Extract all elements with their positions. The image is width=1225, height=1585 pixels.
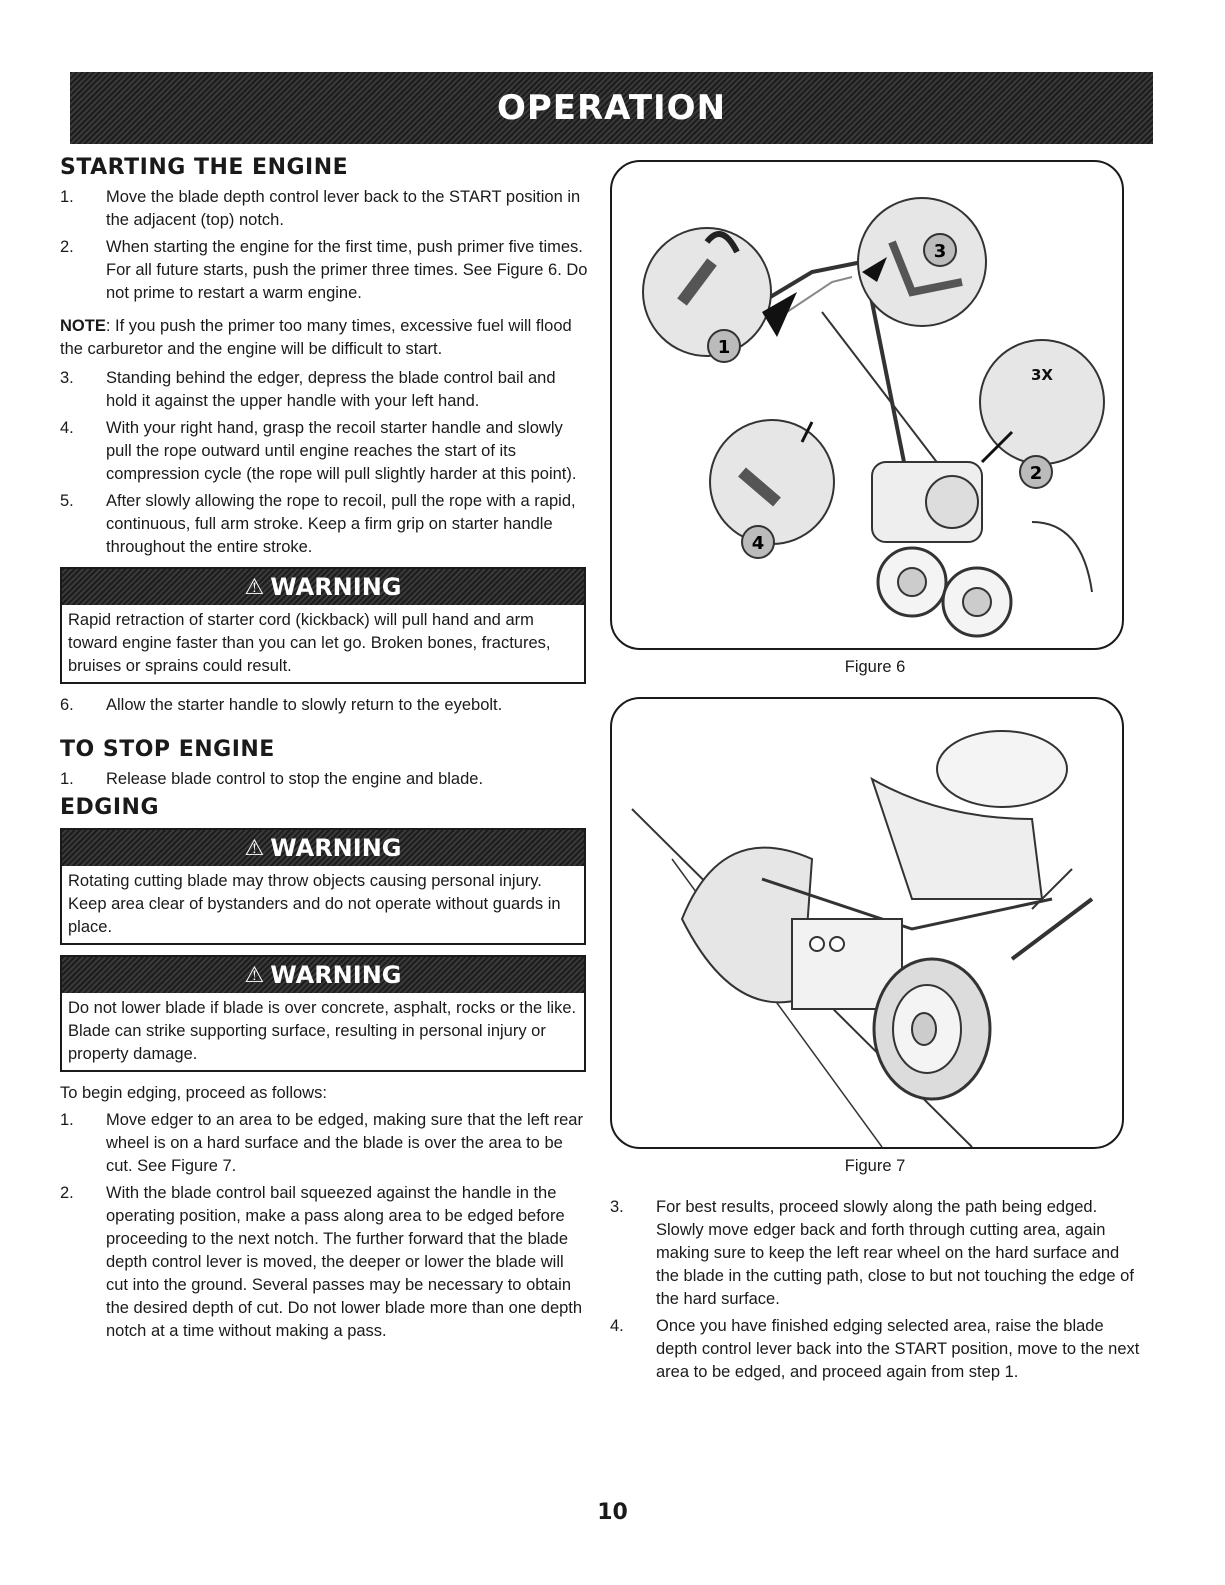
edging-steps [60, 1109, 590, 1343]
warning-triangle-icon: ⚠ [244, 835, 265, 861]
figure-7 [610, 697, 1124, 1149]
warning-text: Rapid retraction of starter cord (kickback) will pull hand and arm toward engine faster than you can let go. Broken bones, fractures, bruises or sprains could result. [68, 611, 551, 675]
warning-title: WARNING [270, 834, 402, 862]
list-item: 4. Once you have finished edging selected area, raise the blade depth control lever back into the START position, move to the next area to be edged, and proceed again from step 1. [610, 1317, 1140, 1381]
warning-box-kickback [60, 567, 586, 684]
callout-3 [924, 234, 956, 266]
warning-title: WARNING [270, 573, 402, 601]
starting-steps-b [60, 367, 590, 559]
callout-1 [708, 330, 740, 362]
starting-steps-a [60, 186, 590, 305]
edger-starting-illustration [612, 162, 1122, 648]
list-item: 3. Standing behind the edger, depress the blade control bail and hold it against the upper handle with your left hand. [60, 369, 556, 410]
heading-stop-engine: TO STOP ENGINE [60, 737, 275, 762]
list-item: 3. For best results, proceed slowly along the path being edged. Slowly move edger back and forth through cutting area, again making sure to keep the left rear wheel on the hard surface and the blade in the cutting path, close to but not touching the edge of the hard surface. [610, 1198, 1134, 1308]
section-title: OPERATION [496, 88, 727, 128]
edging-intro: To begin edging, proceed as follows: [60, 1084, 327, 1102]
svg-text:1: 1 [717, 337, 731, 358]
figure-7-caption: Figure 7 [844, 1157, 906, 1175]
left-column [60, 155, 590, 1347]
list-item: 1. Release blade control to stop the engine and blade. [60, 770, 484, 788]
warning-box-surface [60, 955, 586, 1072]
warning-text: Do not lower blade if blade is over concrete, asphalt, rocks or the like. Blade can strike supporting surface, resulting in personal injury or property damage. [68, 999, 577, 1063]
list-item: 1. Move the blade depth control lever back to the START position in the adjacent (top) notch. [60, 188, 581, 229]
svg-text:4: 4 [751, 533, 765, 554]
page-number: 10 [597, 1500, 628, 1525]
heading-starting-engine: STARTING THE ENGINE [60, 155, 349, 180]
svg-text:3: 3 [933, 241, 947, 262]
warning-text: Rotating cutting blade may throw objects causing personal injury. Keep area clear of bystanders and do not operate without guards in place. [68, 872, 561, 936]
note: NOTE: If you push the primer too many times, excessive fuel will flood the carburetor and the engine will be difficult to start. [60, 317, 572, 358]
svg-text:2: 2 [1029, 463, 1043, 484]
figure-6-caption: Figure 6 [844, 658, 906, 676]
list-item: 6. Allow the starter handle to slowly return to the eyebolt. [60, 696, 503, 714]
callout-2 [1020, 456, 1052, 488]
primer-count-label: 3X [1030, 366, 1054, 384]
list-item: 2. With the blade control bail squeezed against the handle in the operating position, make a pass along area to be edged before proceeding to the next notch. The further forward that the blade depth control lever is moved, the deeper or lower the blade will cut into the ground. Several passes may be necessary to obtain the desired depth of cut. Do not lower blade more than one depth notch at a time without making a pass. [60, 1184, 583, 1340]
figure-6 [610, 160, 1124, 650]
edger-edging-illustration [612, 699, 1122, 1147]
right-column [610, 160, 1140, 1388]
callout-4 [742, 526, 774, 558]
warning-triangle-icon: ⚠ [244, 574, 265, 600]
list-item: 2. When starting the engine for the first time, push primer five times. For all future starts, push the primer three times. See Figure 6. Do not prime to restart a warm engine. [60, 238, 588, 302]
warning-box-blade [60, 828, 586, 945]
section-banner [70, 72, 1153, 144]
list-item: 1. Move edger to an area to be edged, making sure that the left rear wheel is on a hard surface and the blade is over the area to be cut. See Figure 7. [60, 1111, 583, 1175]
edging-steps-continued [610, 1196, 1140, 1384]
warning-title: WARNING [270, 961, 402, 989]
warning-triangle-icon: ⚠ [244, 962, 265, 988]
list-item: 5. After slowly allowing the rope to recoil, pull the rope with a rapid, continuous, full arm stroke. Keep a firm grip on starter handle throughout the entire stroke. [60, 492, 576, 556]
heading-edging: EDGING [60, 795, 160, 820]
list-item: 4. With your right hand, grasp the recoil starter handle and slowly pull the rope outward until engine reaches the start of its compression cycle (the rope will pull slightly harder at this point). [60, 419, 577, 483]
